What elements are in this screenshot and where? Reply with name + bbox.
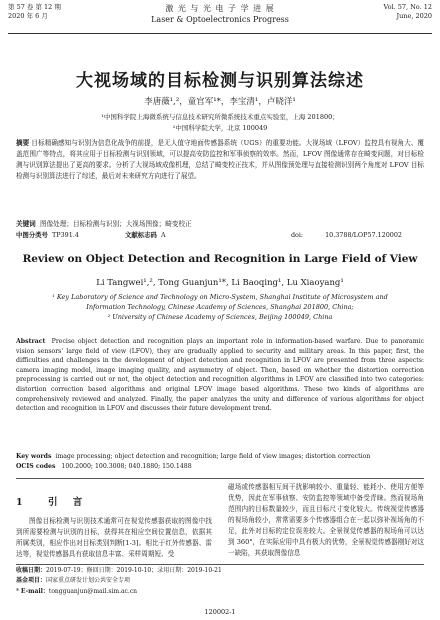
abstract-en (16, 337, 424, 414)
ocis-value: 100.2000; 100.3008; 040.1880; 150.1488 (61, 463, 192, 470)
keywords-en-label: Key words (16, 453, 52, 460)
issue-date: 2020 年 6 月 (8, 12, 48, 20)
header-right (383, 3, 432, 21)
volume-issue: 第 57 卷 第 12 期 (8, 3, 61, 11)
doc-code-label: 文献标志码 (124, 231, 157, 239)
author-list-en: Li Tangwei¹,², Tong Guanjun¹*, Li Baoqing¹, Lu Xiaoyang¹ (96, 278, 344, 288)
header-center (8, 3, 432, 25)
intro-right-column: 磁场或传感器相互间干扰影响较小、重量轻、能耗小、使用方便等优势，因此在军事侦察、安防监控等领域中备受青睐。然而视场角范围内的目标数量较少，而且目标尺寸变化较大。传统视觉传感器的视场角较小，常常需要多个传感器组合在一起以弥补视场角的不足，此外对目标的定位误差较大。全景视觉传感器的视场角可以达到 360°，在实际应用中具有极大的优势，全景视觉传感器刚好对这一缺陷，其获取图像信息 (228, 483, 424, 557)
ocis-codes (16, 462, 424, 472)
section-title: 引 言 (47, 497, 89, 508)
keywords-en (16, 452, 424, 462)
journal-title-zh: 激 光 与 光 电 子 学 进 展 (165, 4, 275, 13)
affiliation-en-1: ¹ Key Laboratory of Science and Technology on Micro-System, Shanghai Institute of Microsystem and (52, 293, 388, 301)
clc-value: TP391.4 (52, 231, 79, 239)
footnote-email (16, 587, 424, 597)
paper-title-en: Review on Object Detection and Recognition in Large Field of View (22, 253, 418, 265)
keywords-zh (16, 219, 424, 230)
keywords-zh-label: 关键词 (16, 220, 36, 228)
author-list-zh: 李唐薇¹,²，童官军¹*，李宝清¹，卢晓洋¹ (144, 97, 296, 107)
abstract-en-label: Abstract (16, 338, 46, 345)
mail-icon: * (16, 588, 19, 595)
page-number: 120002-1 (204, 608, 236, 616)
footnote-fund (16, 576, 424, 586)
date-en: June, 2020 (396, 12, 432, 20)
email-label: E-mail： (20, 588, 49, 595)
received-label: 收稿日期： (16, 567, 47, 574)
affiliation-zh-2: ²中国科学院大学，北京 100049 (172, 124, 268, 132)
paper-title-zh: 大视场域的目标检测与识别算法综述 (76, 71, 364, 91)
keywords-en-text: image processing; object detection and recognition; large field of view images; distortion correction (55, 453, 371, 460)
affiliation-en-3: ² University of Chinese Academy of Sciences, Beijing 100049, China (107, 313, 333, 321)
section-heading (16, 494, 88, 508)
doi-value: 10.3788/LOP57.120002 (325, 231, 402, 239)
running-header (8, 3, 432, 31)
intro-left-column: 图像目标检测与识别技术通常可在视觉传感器获取的图像中找到所需要检测与识别的目标，获得其在相应空间位置信息，依据其所属类别，相应作出对目标类别判断[1-3]。相比于红外传感器、雷达等，视觉传感器具有获取信息丰富、采样周期短、受 (16, 517, 212, 558)
classification-line (16, 230, 424, 240)
journal-title-en: Laser & Optoelectronics Progress (151, 15, 289, 24)
abstract-zh-label: 摘要 (16, 139, 30, 147)
abstract-zh-text: 目标精确感知与识别为信息化战争的前提，是无人值守地面传感器系统（UGS）的重要功能。大视场域（LFOV）监控具有视角大、覆盖范围广等特点，将其应用于目标检测与识别领域，可以提高安防监控和军事侦察的效率。然而，LFOV 图像通常存在畸变问题，对目标检测与识别算法提出了更高的要求。分析了大视场域成像机理，总结了畸变校正技术，并从图像预处理与直接检测识别两个角度对 LFOV 目标检测与识别算法进行了综述，最后对未来研究方向进行了展望。 (16, 139, 424, 180)
section-number: 1 (16, 497, 29, 508)
doi-label: doi: (290, 231, 304, 239)
ocis-label: OCIS codes (16, 463, 56, 470)
fund-label: 基金项目： (16, 577, 47, 584)
keywords-zh-text: 图像处理；目标检测与识别；大视场图像；畸变校正 (39, 220, 192, 228)
affiliation-en-2: Information Technology, Chinese Academy of Sciences, Shanghai 201800, China; (86, 303, 354, 311)
doc-code-value: A (160, 231, 166, 239)
footnote-received (16, 566, 424, 576)
abstract-rule (16, 478, 424, 479)
clc-label: 中图分类号 (16, 231, 48, 239)
volume-number-en: Vol. 57, No. 12 (383, 3, 432, 11)
abstract-en-text: Precise object detection and recognition plays an important role in information-based warfare. Due to panoramic vision sensors' large field of view (LFOV), they are gradually applied to security and military areas. In this paper, first, the difficulties and challenges in the development of object detection and recognition in LFOV are presented from three aspects: camera imaging model, image imaging quality, and asymmetry of object. Then, based on whether the distortion correction preprocessing is carried out or not, the object detection and recognition algorithms in LFOV are classified into two categories: distortion correction based algorithms and original LFOV image based algorithms. These two kinds of algorithms are comprehensively reviewed and analyzed. Finally, the paper analyzes the unity and difference of various algorithms for object detection and recognition in LFOV and discusses their future development trend. (16, 338, 425, 413)
fund-value: 国家重点研发计划公共安全专项 (46, 577, 131, 584)
email-value: tongguanjun@mail.sim.ac.cn (48, 588, 138, 595)
header-rule (8, 33, 432, 34)
affiliation-zh-1: ¹中国科学院上海微系统与信息技术研究所微系统技术重点实验室，上海 201800； (101, 113, 339, 121)
footnote-rule (16, 564, 424, 565)
received-value: 2019-07-19；修回日期：2019-10-10；录用日期：2019-10-21 (46, 567, 222, 574)
abstract-zh (16, 138, 424, 182)
